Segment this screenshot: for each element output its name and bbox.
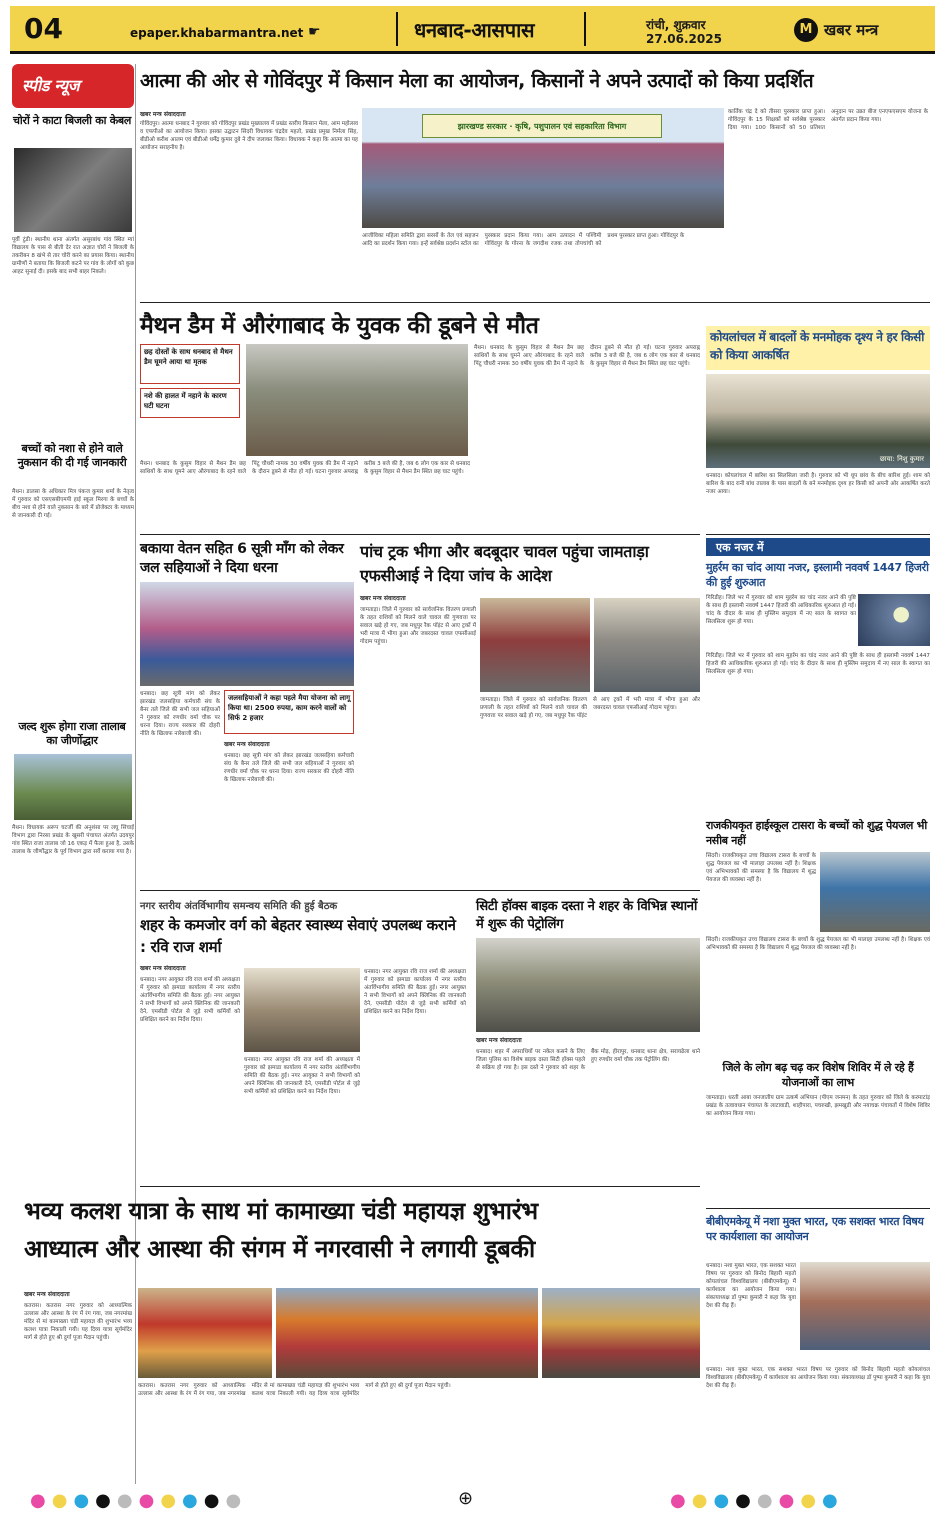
section-strip [706, 538, 930, 556]
story-body: कतरास। कतरास नगर गुरुवार को आध्यात्मिक उल्लास और आस्था के रंग में रंग गया, जब नगरमांख मंदिर से मां कामाख्या चंडी महायज्ञ की शुभारंभ भव्य कलश यात्रा निकाली गयी। यह दिव्य यात्रा सूर्यमंदिर मार्ग से होते हुए श्री दुर्गा पूजा मैदान पहुंची। [24, 1303, 132, 1341]
footer-registration [10, 1490, 935, 1510]
headline: आत्मा की ओर से गोविंदपुर में किसान मेला का आयोजन, किसानों ने अपने उत्पादों को किया प्रदर्शित [140, 70, 814, 92]
cursor-icon: ☛ [308, 24, 321, 40]
masthead-date: 27.06.2025 [646, 32, 722, 46]
byline: खबर मन्त्र संवाददाता [360, 595, 406, 602]
story-body: धनबाद। नगर आयुक्त रवि राज शर्मा की अध्यक्षता में गुरुवार को झमाडा कार्यालय में नगर स्तरीय अंतर्विभागीय समिति की बैठक हुई। नगर आयुक्त ने सभी विभागों को अपने क्लिनिक की जानकारी देने, एमसीडी पोर्टल से जुड़े सभी कर्मियों को प्रशिक्षित करने का निर्देश दिया। [364, 969, 466, 1015]
crosshair-icon: ⊕ [458, 1488, 474, 1509]
tag-box [140, 344, 240, 384]
page-number: 04 [24, 12, 63, 45]
inspection-photo [594, 598, 700, 692]
yatra-photo-1 [138, 1288, 272, 1378]
speed-news-body: पूर्वी टुंडी। स्थानीय थाना अंतर्गत असुरबांध गांव स्थित म्यां विद्यालय के पास से बीती देर रात अज्ञात चोरों ने बिजली के तकरीबन 8 खंभे से तार चोरी करने का प्रयास किया। स्थानीय ग्रामीणों ने बताया कि बिजली कटने पर गांव के लोगों को कुछ आहट सुनाई दी। इसके बाद सभी बाहर निकले। [12, 237, 134, 275]
cable-photo [14, 148, 132, 232]
speed-news-title: चोरों ने काटा बिजली का केबल [12, 114, 132, 127]
story-body: धनबाद। छह सूत्री मांग को लेकर झारखंड जलसहिया कर्मचारी संघ के बैनर तले जिले की सभी जल सहियाओं ने गुरुवार को रणधीर वर्मा चौक पर धरना दिया। राज्य सरकार की दोहरी नीति के खिलाफ नारेबाजी की। [140, 691, 220, 737]
headline: बीबीएमकेयू में नशा मुक्त भारत, एक सशक्त भारत विषय पर कार्यशाला का आयोजन [706, 1215, 924, 1243]
tag-box [140, 388, 240, 418]
story-body: कतरास। कतरास नगर गुरुवार को आध्यात्मिक उल्लास और आस्था के रंग में रंग गया, जब नगरमांख मंदिर से मां कामाख्या चंडी महायज्ञ की शुभारंभ भव्य कलश यात्रा निकाली गयी। यह दिव्य यात्रा सूर्यमंदिर मार्ग से होते हुए श्री दुर्गा पूजा मैदान पहुंची। [138, 1383, 451, 1397]
story-body: धनबाद। नशा मुक्त भारत, एक सशक्त भारत विषय पर गुरुवार को बिनोद बिहारी महतो कोयलांचल विश्वविद्यालय (बीबीएमकेयू) में कार्यशाला का आयोजन किया गया। संकायाध्यक्ष डॉ पुष्पा कुमारी ने कहा कि युवा देश की रीढ़ हैं। [706, 1367, 930, 1389]
dharna-photo [140, 582, 354, 686]
meeting-photo [244, 968, 360, 1052]
truck-photo [480, 598, 590, 692]
event-banner: झारखण्ड सरकार · कृषि, पशुपालन एवं सहकारिता विभाग [422, 114, 662, 138]
masthead-city-day: रांची, शुक्रवार [646, 18, 706, 32]
brand-name: खबर मन्त्र [824, 21, 879, 39]
headline: शहर के कमजोर वर्ग को बेहतर स्वास्थ्य सेवाएं उपलब्ध कराने : रवि राज शर्मा [140, 916, 456, 956]
headline: मुहर्रम का चांद आया नजर, इस्लामी नववर्ष 1447 हिजरी की हुई शुरुआत [706, 561, 929, 589]
color-dots-icon: ●●●●●●●● [670, 1490, 844, 1511]
story-body: कार्तिक चंद्र दे को तीसरा पुरस्कार प्राप्त हुआ। गोविंदपुर के 15 शिक्षकों को सर्वश्रेष्ठ पुरस्कार दिया गया। 100 किसानों को 50 प्रतिशत अनुदान पर उन्नत बीज एनएफएसएम योजना के अंतर्गत प्रदान किया गया। [728, 109, 928, 131]
story-body: गिरिडीह। जिले भर में गुरुवार को शाम मुहर्रम का चांद नजर आने की पुष्टि के साथ ही इस्लामी नववर्ष 1447 हिजरी की आधिकारिक शुरुआत हो गई। चांद के दीदार के साथ ही मुस्लिम समुदाय में नए साल के स्वागत का सिलसिला शुरू हो गया। [706, 595, 856, 625]
headline: कोयलांचल में बादलों के मनमोहक दृश्य ने हर किसी को किया आकर्षित [710, 330, 924, 362]
story-body: धनबाद। छह सूत्री मांग को लेकर झारखंड जलसहिया कर्मचारी संघ के बैनर तले जिले की सभी जल सहियाओं ने गुरुवार को रणधीर वर्मा चौक पर धरना दिया। राज्य सरकार की दोहरी नीति के खिलाफ नारेबाजी की। [224, 753, 354, 783]
speed-news-title: जल्द शुरू होगा राजा तालाब का जीर्णोद्धार [18, 720, 126, 747]
story-body: गिरिडीह। जिले भर में गुरुवार को शाम मुहर्रम का चांद नजर आने की पुष्टि के साथ ही इस्लामी नववर्ष 1447 हिजरी की आधिकारिक शुरुआत हो गई। चांद के दीदार के साथ ही मुस्लिम समुदाय में नए साल के स्वागत का सिलसिला शुरू हो गया। [706, 653, 930, 675]
tag-box [224, 690, 354, 734]
kisan-mela-photo [362, 108, 724, 228]
kicker: नगर स्तरीय अंतर्विभागीय समन्वय समिति की हुई बैठक [140, 901, 338, 912]
epaper-url[interactable]: epaper.khabarmantra.net [130, 26, 304, 40]
headline: सिटी हॉक्स बाइक दस्ता ने शहर के विभिन्न स्थानों में शुरू की पेट्रोलिंग [476, 899, 698, 932]
color-dots-icon: ●●●●●●●●●● [30, 1490, 248, 1511]
section-label: एक नजर में [716, 541, 764, 554]
story-body: धनबाद। शहर में अपराधियों पर नकेल कसने के लिए जिला पुलिस का विशेष बाइक दस्ता सिटी हॉक्स पहले से सक्रिय हो गया है। इस दस्ते ने गुरुवार को शहर के बैंक मोड़, हीरापुर, धनबाद थाना क्षेत्र, सरायढेला थाने हुए रणधीर वर्मा चौक तक पेट्रोलिंग की। [476, 1049, 700, 1071]
moon-photo [858, 594, 930, 646]
story-body: धनबाद। कोयलांचल में बारिश का सिलसिला जारी है। गुरुवार को भी धूप छांव के बीच बारिश हुई। शाम को बारिश के बाद रानी बांध तालाब के पास बादलों के बने मनमोहक दृश्य हर किसी को अपनी ओर आकर्षित करते नजर आया। [706, 473, 930, 495]
tag-text: जलसहियाओं ने कहा पहले मैया योजना को लागू किया था। 2500 रुपया, काम करने वालों को सिर्फ 2 हजार [228, 694, 351, 722]
headline: राजकीयकृत हाईस्कूल टासरा के बच्चों को शुद्ध पेयजल भी नसीब नहीं [706, 819, 927, 847]
bike-patrol-photo [476, 938, 700, 1032]
story-body: सिंदरी। राजकीयकृत उच्च विद्यालय टासरा के बच्चों के शुद्ध पेयजल का भी मालाहा उपलब्ध नहीं है। शिक्षक एवं अभिभावकों की समस्या है कि विद्यालय में शुद्ध पेयजल की व्यवस्था नहीं है। [706, 853, 816, 883]
story-body: धनबाद। नशा मुक्त भारत, एक सशक्त भारत विषय पर गुरुवार को बिनोद बिहारी महतो कोयलांचल विश्वविद्यालय (बीबीएमकेयू) में कार्यशाला का आयोजन किया गया। संकायाध्यक्ष डॉ पुष्पा कुमारी ने कहा कि युवा देश की रीढ़ हैं। [706, 1263, 796, 1309]
headline: मैथन डैम में औरंगाबाद के युवक की डूबने से मौत [140, 313, 539, 339]
photo-caption: छाया: निशु कुमार [879, 455, 924, 463]
story-body: जामताड़ा। धरती आबा जनजातीय ग्राम उत्कर्ष अभियान (पीएम जनमन) के तहत गुरुवार को जिले के करमाटांड़ प्रखंड के तत्वावधान पंचायत के लाटावाडी, शाहीपारा, पचरुखी, झमखुडी और नयाचक्र पंचायतों में विशेष शिविर का आयोजन किया गया। [706, 1095, 930, 1117]
section-title: धनबाद-आसपास [414, 18, 535, 42]
headline: बकाया वेतन सहित 6 सूत्री माँग को लेकर जल सहियाओं ने दिया धरना [140, 541, 344, 576]
story-body: धनबाद। नगर आयुक्त रवि राज शर्मा की अध्यक्षता में गुरुवार को झमाडा कार्यालय में नगर स्तरीय अंतर्विभागीय समिति की बैठक हुई। नगर आयुक्त ने सभी विभागों को अपने क्लिनिक की जानकारी देने, एमसीडी पोर्टल से जुड़े सभी कर्मियों को प्रशिक्षित करने का निर्देश दिया। [244, 1057, 360, 1095]
story-body: आजीविका महिला समिति द्वारा सरसों के तेल एवं सहजन आदि का प्रदर्शन किया गया। इन्हें सर्वश्रेष्ठ प्रदर्शन स्टॉल का पुरस्कार प्रदान किया गया। आम उत्पादन में पश्चिमी गोविंदपुर के गोरना के जगदीश रजक तथा तोपचांची को प्रथम पुरस्कार प्राप्त हुआ। गोविंदपुर के [362, 233, 685, 247]
tag-text: नशे की हालत में नहाने के कारण घटी घटना [144, 392, 227, 410]
speed-news-body: मैथन। डालसा के अधिकार मित्र पंकज कुमार शर्मा के नेतृत्व में गुरुवार को एसएसबीएमपी हाई स्कूल मिरगा के बच्चों के बीच नशा से होने वाले नुकसान के बारे में प्रोजेक्टर के माध्यम से जानकारी दी गई। [12, 489, 134, 519]
headline: भव्य कलश यात्रा के साथ मां कामाख्या चंडी महायज्ञ शुभारंभ [24, 1197, 538, 1225]
pond-photo [14, 754, 132, 820]
headline: पांच ट्रक भीगा और बदबूदार चावल पहुंचा जामताड़ा एफसीआई ने दिया जांच के आदेश [360, 542, 649, 585]
byline: खबर मन्त्र संवाददाता [224, 741, 270, 748]
yatra-photo-3 [542, 1288, 700, 1378]
clouds-photo [706, 374, 930, 468]
workshop-photo [800, 1262, 930, 1350]
story-body: गोविंदपुर। आत्मा धनबाद ने गुरुवार को गोविंदपुर प्रखंड मुख्यालय में प्रखंड स्तरीय किसान मेला, आम महोत्सव व एफपीओ का आयोजन किया। इसका उद्घाटन सिंदरी विधायक चंद्रदेव महतो, प्रखंड प्रमुख निर्मला सिंह, बीडीओ करीश आलम एवं बीडीओ धर्मेंद्र कुमार दुबे ने दीप जलाकर किया। विधायक ने कहा कि आत्मा का यह आयोजन सराहनीय है। [140, 121, 358, 151]
headline-box [706, 326, 930, 370]
byline: खबर मन्त्र संवाददाता [476, 1037, 522, 1044]
story-body: धनबाद। नगर आयुक्त रवि राज शर्मा की अध्यक्षता में गुरुवार को झमाडा कार्यालय में नगर स्तरीय अंतर्विभागीय समिति की बैठक हुई। नगर आयुक्त ने सभी विभागों को अपने क्लिनिक की जानकारी देने, एमसीडी पोर्टल से जुड़े सभी कर्मियों को प्रशिक्षित करने का निर्देश दिया। [140, 977, 240, 1023]
speed-news-title: बच्चों को नशा से होने वाले नुकसान की दी गई जानकारी [17, 442, 127, 469]
story-body: जामताड़ा। जिले में गुरुवार को सार्वजनिक वितरण प्रणाली के तहत राशियों को मिलने वाले चावल की गुणवत्ता पर सवाल खड़े हो गए, जब मधुपुर रैक पॉइंट से आए ट्रकों में भरी मात्रा में भीगा हुआ और जबरदस्त चावल एफसीआई गोदाम पहुंचा। [360, 607, 476, 645]
byline: खबर मन्त्र संवाददाता [140, 111, 186, 118]
byline: खबर मन्त्र संवाददाता [140, 965, 186, 972]
story-body: जामताड़ा। जिले में गुरुवार को सार्वजनिक वितरण प्रणाली के तहत राशियों को मिलने वाले चावल की गुणवत्ता पर सवाल खड़े हो गए, जब मधुपुर रैक पॉइंट से आए ट्रकों में भरी मात्रा में भीगा हुआ और जबरदस्त चावल एफसीआई गोदाम पहुंचा। [480, 697, 700, 719]
story-body: मैथन। धनबाद के कुसुम विहार से मैथन डैम छह साथियों के साथ घूमने आए औरंगाबाद के रहने वाले पिंटू चौधरी नामक 30 वर्षीय युवक की डैम में नहाने के दौरान डूबने से मौत हो गई। घटना गुरुवार अपराह्न करीब 3 बजे की है, जब 6 लोग एक कार से धनबाद के कुसुम विहार से मैथन डैम स्थित छह घाट पहुंचे। [474, 345, 700, 367]
headline: जिले के लोग बढ़ चढ़ कर विशेष शिविर में ले रहे हैं योजनाओं का लाभ [722, 1061, 914, 1089]
tag-text: छह दोस्तों के साथ धनबाद से मैथन डैम घूमने आया था मृतक [144, 348, 233, 366]
masthead [10, 6, 935, 54]
story-body: सिंदरी। राजकीयकृत उच्च विद्यालय टासरा के बच्चों के शुद्ध पेयजल का भी मालाहा उपलब्ध नहीं है। शिक्षक एवं अभिभावकों की समस्या है कि विद्यालय में शुद्ध पेयजल की व्यवस्था नहीं है। [706, 937, 930, 951]
water-tank-photo [820, 852, 930, 932]
speed-news-label: स्पीड न्यूज [22, 76, 80, 95]
speed-news-body: मैथन। विधायक अरूप चटर्जी की अनुशंसा पर लघु सिंचाई विभाग द्वारा निरसा प्रखंड के खुसरी पंचायत अंतर्गत उदयपुर गांव स्थित राजा तालाब जो 16 एकड़ में फैला हुआ है, उसके तालाब के जीर्णोद्धार के पूर्व विभाग द्वारा सर्वे कराया गया है। [12, 825, 134, 855]
yatra-photo-2 [276, 1288, 538, 1378]
byline: खबर मन्त्र संवाददाता [24, 1291, 70, 1298]
crowd-photo [246, 344, 468, 456]
headline: आध्यात्म और आस्था की संगम में नगरवासी ने लगायी डूबकी [24, 1235, 535, 1263]
story-body: मैथन। धनबाद के कुसुम विहार से मैथन डैम छह साथियों के साथ घूमने आए औरंगाबाद के रहने वाले पिंटू चौधरी नामक 30 वर्षीय युवक की डैम में नहाने के दौरान डूबने से मौत हो गई। घटना गुरुवार अपराह्न करीब 3 बजे की है, जब 6 लोग एक कार से धनबाद के कुसुम विहार से मैथन डैम स्थित छह घाट पहुंचे। [140, 461, 470, 475]
brand-logo-icon: M [794, 18, 818, 42]
speed-news-logo [12, 64, 134, 108]
